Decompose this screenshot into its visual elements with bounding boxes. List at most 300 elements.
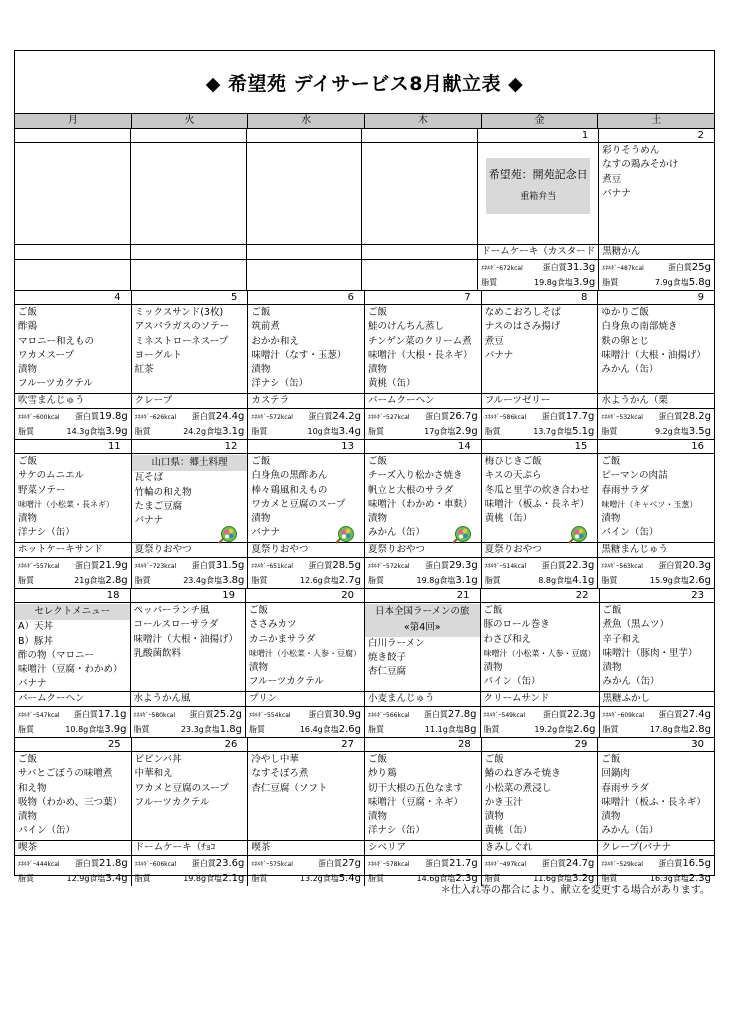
menu-item: 漬物 <box>601 811 621 823</box>
menu-item: ご飯 <box>601 754 621 765</box>
day-cell <box>481 589 600 737</box>
menu-item: ご飯 <box>484 754 504 765</box>
menu-item: 野菜ソテー <box>18 484 66 496</box>
protein-label: 蛋白質 <box>308 710 333 719</box>
day-date: 15 <box>482 440 598 454</box>
menu-item: ピーマンの肉詰 <box>601 470 668 482</box>
day-menu <box>131 143 246 244</box>
menu-item: 味噌汁（板ふ・長ネギ） <box>601 796 706 808</box>
day-menu <box>598 454 714 542</box>
day-cell <box>15 738 132 886</box>
salt-value: 3.9g <box>104 724 127 735</box>
fat-label: 脂質 <box>481 278 498 287</box>
salt-label: 食塩 <box>556 278 573 287</box>
energy-value: 572kcal <box>386 563 410 570</box>
menu-item: 漬物 <box>18 364 38 376</box>
menu-item: 乳酸菌飲料 <box>133 647 182 659</box>
nutrition-row-fat-salt <box>481 276 595 290</box>
salt-label: 食塩 <box>206 427 223 436</box>
salt-value: 2.6g <box>338 724 361 735</box>
day-date: 20 <box>246 589 364 603</box>
energy-value: 527kcal <box>386 414 410 421</box>
protein-value: 17.1g <box>97 709 127 720</box>
day-menu <box>598 752 714 840</box>
fat-label: 脂質 <box>602 278 619 287</box>
day-date: 29 <box>482 738 598 752</box>
day-cell <box>132 738 249 886</box>
nutrition-row-fat-salt <box>251 425 361 439</box>
menu-item: 洋ナシ（缶） <box>251 378 309 390</box>
fat-value: 7.9g <box>654 278 673 287</box>
energy-label: ｴﾈﾙｷﾞｰ <box>602 265 621 272</box>
nutrition-row-fat-salt <box>602 276 711 290</box>
menu-item: ご飯 <box>18 456 38 467</box>
festival-fan-icon <box>449 526 473 544</box>
snack-item: クレープ(バナナ <box>598 840 714 856</box>
energy-label: ｴﾈﾙｷﾞｰ <box>481 265 500 272</box>
nutrition-info <box>365 409 481 439</box>
nutrition-row-energy-protein <box>485 410 595 425</box>
salt-label: 食塩 <box>89 874 106 883</box>
nutrition-info <box>365 558 481 588</box>
menu-item: 漬物 <box>251 364 271 376</box>
menu-item: バナナ <box>484 349 514 361</box>
day-date: 18 <box>15 589 130 603</box>
snack-item: 水ようかん（栗 <box>598 393 714 409</box>
protein-label: 蛋白質 <box>308 412 333 421</box>
day-date: 21 <box>365 589 480 603</box>
day-menu <box>15 752 131 840</box>
day-date <box>247 129 362 143</box>
nutrition-row-energy-protein <box>481 261 595 276</box>
nutrition-info-empty <box>247 260 362 290</box>
menu-item: 焼き餃子 <box>368 651 407 663</box>
protein-value: 27g <box>341 858 362 869</box>
menu-item: なすの鶏みそかけ <box>602 159 679 171</box>
salt-value: 3.9g <box>105 426 128 437</box>
energy-label: ｴﾈﾙｷﾞｰ <box>368 712 387 719</box>
menu-item: ワカメと豆腐のスープ <box>134 782 229 794</box>
nutrition-row-energy-protein <box>135 857 245 872</box>
nutrition-row-energy-protein <box>18 410 128 425</box>
fat-value: 11.6g <box>533 874 557 883</box>
menu-item: 瓦そば <box>134 472 164 484</box>
snack-item: クリームサンド <box>481 691 599 707</box>
snack-item: きみしぐれ <box>482 840 598 856</box>
day-date: 9 <box>598 291 714 305</box>
salt-label: 食塩 <box>556 874 573 883</box>
menu-item: 白身魚の黒酢あん <box>251 470 328 482</box>
day-menu <box>15 305 131 393</box>
snack-item <box>131 244 246 260</box>
salt-value: 2.9g <box>455 426 478 437</box>
day-date: 7 <box>365 291 481 305</box>
menu-item: アスパラガスのソテー <box>134 321 230 333</box>
menu-item: 豚のロール巻き <box>483 619 550 631</box>
day-menu <box>481 603 599 691</box>
energy-value: 626kcal <box>152 414 177 421</box>
menu-item: 小松菜の煮浸し <box>484 782 552 794</box>
snack-item <box>247 244 362 260</box>
salt-value: 1.8g <box>219 724 242 735</box>
day-date <box>131 129 246 143</box>
menu-item: 鰆のねぎみそ焼き <box>484 768 561 780</box>
fat-value: 12.9g <box>66 874 90 883</box>
protein-label: 蛋白質 <box>667 263 692 272</box>
protein-value: 21.9g <box>99 560 128 571</box>
salt-label: 食塩 <box>203 725 220 734</box>
menu-item: おかか和え <box>251 335 299 347</box>
menu-item: 杏仁豆腐 <box>368 666 407 678</box>
day-menu <box>362 143 477 244</box>
day-cell <box>600 589 715 737</box>
nutrition-row-fat-salt <box>251 872 361 886</box>
event-title: 希望苑：開苑記念日 <box>488 167 588 181</box>
menu-item: バナナ <box>602 187 631 199</box>
menu-item: フルーツカクテル <box>18 378 93 390</box>
salt-label: 食塩 <box>322 725 339 734</box>
day-date: 4 <box>15 291 131 305</box>
day-cell <box>598 291 714 439</box>
salt-value: 3.4g <box>338 426 362 437</box>
menu-item: 味噌汁（大根・長ネギ） <box>368 349 473 361</box>
salt-label: 食塩 <box>88 725 105 734</box>
energy-label: ｴﾈﾙｷﾞｰ <box>251 414 270 421</box>
menu-item: 煮豆 <box>602 173 622 185</box>
weekday-mon: 月 <box>15 114 132 128</box>
menu-item: 筑前煮 <box>251 321 280 333</box>
nutrition-info <box>365 707 480 737</box>
salt-value: 3.1g <box>455 575 478 586</box>
week-row-2 <box>15 291 714 440</box>
snack-item: バームクーヘン <box>15 691 130 707</box>
snack-item: クレープ <box>132 393 248 409</box>
nutrition-row-fat-salt <box>135 574 245 588</box>
nutrition-row-fat-salt <box>368 425 478 439</box>
day-date: 16 <box>598 440 714 454</box>
fat-value: 11.1g <box>424 725 448 734</box>
fat-value: 19.8g <box>534 278 557 287</box>
fat-label: 脂質 <box>251 576 268 585</box>
nutrition-row-fat-salt <box>485 425 595 439</box>
menu-item: ミネストローネスープ <box>134 335 229 347</box>
menu-item: ご飯 <box>368 754 388 765</box>
day-menu <box>482 305 598 393</box>
day-menu <box>248 454 364 542</box>
nutrition-info <box>599 260 714 290</box>
snack-item: フルーツゼリー <box>482 393 598 409</box>
fat-label: 脂質 <box>18 427 34 436</box>
weekday-header <box>15 114 714 129</box>
menu-item: 漬物 <box>484 811 504 823</box>
snack-item: 黒糖まんじゅう <box>598 542 714 558</box>
menu-item: ペッパーランチ風 <box>133 605 210 616</box>
protein-label: 蛋白質 <box>191 412 216 421</box>
day-date: 14 <box>365 440 481 454</box>
fat-label: 脂質 <box>484 576 501 585</box>
weekday-tue: 火 <box>132 114 249 128</box>
fat-label: 脂質 <box>134 576 151 585</box>
fat-label: 脂質 <box>18 874 34 883</box>
snack-item: 夏祭りおやつ <box>248 542 364 558</box>
day-menu <box>15 143 130 244</box>
menu-item: パイン（缶） <box>18 825 76 837</box>
menu-item: 煮魚（黒ムツ） <box>602 619 670 631</box>
menu-item: 漬物 <box>251 513 271 525</box>
nutrition-row-fat-salt <box>251 574 361 588</box>
menu-calendar <box>15 114 714 886</box>
menu-item: なめこおろしそば <box>484 307 561 318</box>
day-menu <box>248 305 364 393</box>
menu-item: たまご豆腐 <box>134 500 183 512</box>
day-date: 5 <box>132 291 248 305</box>
energy-value: 563kcal <box>619 563 643 570</box>
day-date: 1 <box>478 129 598 143</box>
nutrition-info <box>132 409 248 439</box>
menu-item: 棒々鶏風和えもの <box>251 484 328 496</box>
energy-label: ｴﾈﾙｷﾞｰ <box>484 861 503 868</box>
energy-value: 572kcal <box>269 414 293 421</box>
menu-item: 酢鶏 <box>18 321 38 333</box>
day-cell <box>482 291 599 439</box>
protein-value: 24.4g <box>215 411 245 422</box>
nutrition-row-energy-protein <box>135 559 245 574</box>
menu-item: 味噌汁（わかめ・車麩） <box>368 498 473 510</box>
nutrition-row-energy-protein <box>368 410 478 425</box>
energy-value: 672kcal <box>499 265 523 272</box>
menu-banner: セレクトメニュー <box>15 604 130 620</box>
menu-item: 味噌汁（板ふ・長ネギ） <box>484 498 590 510</box>
salt-value: 2.3g <box>688 873 712 884</box>
protein-value: 27.8g <box>447 709 477 720</box>
protein-label: 蛋白質 <box>425 412 450 421</box>
menu-item: チンゲン菜のクリーム煮 <box>368 335 472 347</box>
protein-label: 蛋白質 <box>658 710 683 719</box>
day-date: 22 <box>481 589 599 603</box>
nutrition-info <box>132 856 248 886</box>
energy-value: 580kcal <box>151 712 176 719</box>
menu-item: マロニー和えもの <box>18 335 95 347</box>
day-date: 19 <box>131 589 246 603</box>
fat-label: 脂質 <box>18 576 34 585</box>
menu-item: 漬物 <box>602 662 622 674</box>
energy-label: ｴﾈﾙｷﾞｰ <box>484 563 503 570</box>
menu-item: バナナ <box>18 678 47 690</box>
energy-value: 532kcal <box>619 414 643 421</box>
protein-value: 23.6g <box>215 858 245 869</box>
menu-item: 味噌汁（豆腐・ネギ） <box>368 796 464 808</box>
menu-item: 味噌汁（豆腐・わかめ） <box>18 664 123 676</box>
menu-item: チーズ入り松かさ焼き <box>368 470 463 482</box>
menu-banner: 山口県：郷土料理 <box>132 455 248 471</box>
nutrition-info <box>248 856 364 886</box>
menu-item: 杏仁豆腐（ソフト <box>251 782 328 794</box>
day-cell <box>132 440 249 588</box>
day-cell <box>365 589 481 737</box>
fat-label: 脂質 <box>368 427 385 436</box>
day-date: 30 <box>598 738 714 752</box>
menu-item: 中華和え <box>134 768 173 780</box>
salt-label: 食塩 <box>89 576 106 585</box>
snack-item: カステラ <box>248 393 364 409</box>
protein-label: 蛋白質 <box>658 859 683 868</box>
menu-item: 春雨サラダ <box>601 782 649 794</box>
menu-item: かき玉汁 <box>484 796 523 808</box>
menu-item: ゆかりご飯 <box>601 307 649 318</box>
fat-value: 17.8g <box>649 725 673 734</box>
nutrition-row-energy-protein <box>368 708 477 723</box>
nutrition-row-energy-protein <box>485 857 595 872</box>
menu-item: カニかまサラダ <box>249 633 316 645</box>
day-menu <box>365 752 481 840</box>
salt-value: 2.6g <box>573 724 596 735</box>
day-menu <box>598 305 714 393</box>
protein-label: 蛋白質 <box>658 412 683 421</box>
menu-item: 味噌汁（大根・油揚げ） <box>601 349 706 361</box>
nutrition-info <box>15 558 131 588</box>
nutrition-info <box>600 707 715 737</box>
snack-item: 喫茶 <box>248 840 364 856</box>
energy-label: ｴﾈﾙｷﾞｰ <box>601 414 620 421</box>
menu-item: B）豚丼 <box>18 635 54 647</box>
salt-value: 3.9g <box>572 277 596 288</box>
energy-label: ｴﾈﾙｷﾞｰ <box>249 712 268 719</box>
day-cell <box>131 589 247 737</box>
protein-value: 22.3g <box>566 709 596 720</box>
salt-value: 3.4g <box>105 873 128 884</box>
nutrition-row-energy-protein <box>484 708 596 723</box>
menu-item: バナナ <box>134 515 164 527</box>
energy-label: ｴﾈﾙｷﾞｰ <box>134 414 153 421</box>
menu-item: コールスローサラダ <box>133 619 219 631</box>
menu-item: 春雨サラダ <box>601 484 649 496</box>
day-menu <box>482 752 598 840</box>
salt-label: 食塩 <box>89 427 106 436</box>
menu-item: ミックスサンド(3枚) <box>134 307 224 318</box>
salt-label: 食塩 <box>439 874 456 883</box>
day-date: 25 <box>15 738 131 752</box>
salt-value: 5.8g <box>688 277 711 288</box>
nutrition-row-energy-protein <box>601 559 711 574</box>
menu-item: キスの天ぷら <box>484 470 542 482</box>
menu-item: 黄桃（缶） <box>484 513 533 525</box>
protein-label: 蛋白質 <box>541 561 566 570</box>
fat-label: 脂質 <box>18 725 34 734</box>
menu-item: ナスのはさみ揚げ <box>484 321 561 333</box>
event-box <box>486 158 590 214</box>
protein-value: 21.8g <box>99 858 128 869</box>
day-date: 6 <box>248 291 364 305</box>
protein-value: 19.8g <box>99 411 128 422</box>
fat-value: 19.2g <box>534 725 558 734</box>
fat-label: 脂質 <box>368 725 384 734</box>
energy-label: ｴﾈﾙｷﾞｰ <box>601 563 620 570</box>
fat-label: 脂質 <box>368 874 385 883</box>
snack-item: ドームケーキ（カスタード <box>478 244 598 260</box>
menu-item: パイン（缶） <box>601 527 659 539</box>
energy-value: 514kcal <box>502 563 527 570</box>
snack-item: 夏祭りおやつ <box>482 542 598 558</box>
snack-item: 夏祭りおやつ <box>365 542 481 558</box>
energy-value: 609kcal <box>620 712 645 719</box>
protein-label: 蛋白質 <box>189 710 214 719</box>
protein-value: 29.3g <box>449 560 478 571</box>
nutrition-info <box>15 856 131 886</box>
protein-value: 24.7g <box>565 858 595 869</box>
nutrition-row-fat-salt <box>134 723 243 737</box>
nutrition-row-fat-salt <box>601 574 711 588</box>
protein-label: 蛋白質 <box>423 710 448 719</box>
snack-item <box>362 244 477 260</box>
protein-label: 蛋白質 <box>191 561 216 570</box>
protein-label: 蛋白質 <box>317 859 342 868</box>
energy-value: 600kcal <box>36 414 60 421</box>
menu-item: 白川ラーメン <box>368 637 425 649</box>
salt-label: 食塩 <box>556 576 573 585</box>
protein-label: 蛋白質 <box>541 412 566 421</box>
day-date <box>15 129 130 143</box>
salt-label: 食塩 <box>672 725 689 734</box>
day-date: 28 <box>365 738 481 752</box>
fat-label: 脂質 <box>133 725 150 734</box>
snack-item: 吹雪まんじゅう <box>15 393 131 409</box>
fat-value: 24.2g <box>183 427 207 436</box>
day-menu <box>247 143 362 244</box>
energy-value: 547kcal <box>36 712 60 719</box>
snack-item: 小麦まんじゅう <box>365 691 480 707</box>
nutrition-info <box>248 558 364 588</box>
salt-label: 食塩 <box>439 576 456 585</box>
energy-label: ｴﾈﾙｷﾞｰ <box>18 861 37 868</box>
fat-label: 脂質 <box>601 576 618 585</box>
nutrition-row-energy-protein <box>485 559 595 574</box>
day-menu <box>246 603 364 691</box>
day-menu <box>15 603 130 691</box>
day-menu <box>600 603 715 691</box>
day-cell <box>132 291 249 439</box>
protein-value: 30.9g <box>332 709 361 720</box>
energy-value: 444kcal <box>36 861 60 868</box>
fat-label: 脂質 <box>484 427 501 436</box>
menu-item: ご飯 <box>601 456 621 467</box>
day-date: 8 <box>482 291 598 305</box>
nutrition-row-energy-protein <box>18 559 128 574</box>
nutrition-info <box>248 409 364 439</box>
fat-label: 脂質 <box>251 874 268 883</box>
protein-label: 蛋白質 <box>658 561 683 570</box>
salt-value: 3.8g <box>222 575 245 586</box>
energy-value: 487kcal <box>620 265 644 272</box>
day-date: 27 <box>248 738 364 752</box>
day-cell <box>248 291 365 439</box>
festival-fan-icon <box>332 526 356 544</box>
menu-item: 回鍋肉 <box>601 768 630 780</box>
day-cell <box>599 129 714 290</box>
protein-label: 蛋白質 <box>73 710 98 719</box>
protein-value: 17.7g <box>565 411 595 422</box>
menu-item: 黄桃（缶） <box>484 825 533 837</box>
menu-item: 漬物 <box>601 513 621 525</box>
energy-label: ｴﾈﾙｷﾞｰ <box>251 563 270 570</box>
salt-value: 3.5g <box>688 426 712 437</box>
menu-item: ビビンバ丼 <box>134 754 182 765</box>
protein-label: 蛋白質 <box>542 263 567 272</box>
nutrition-info <box>15 707 130 737</box>
menu-item: 和え物 <box>18 782 47 794</box>
salt-label: 食塩 <box>557 725 574 734</box>
menu-item: ささみカツ <box>249 619 297 631</box>
weekday-fri: 金 <box>482 114 599 128</box>
